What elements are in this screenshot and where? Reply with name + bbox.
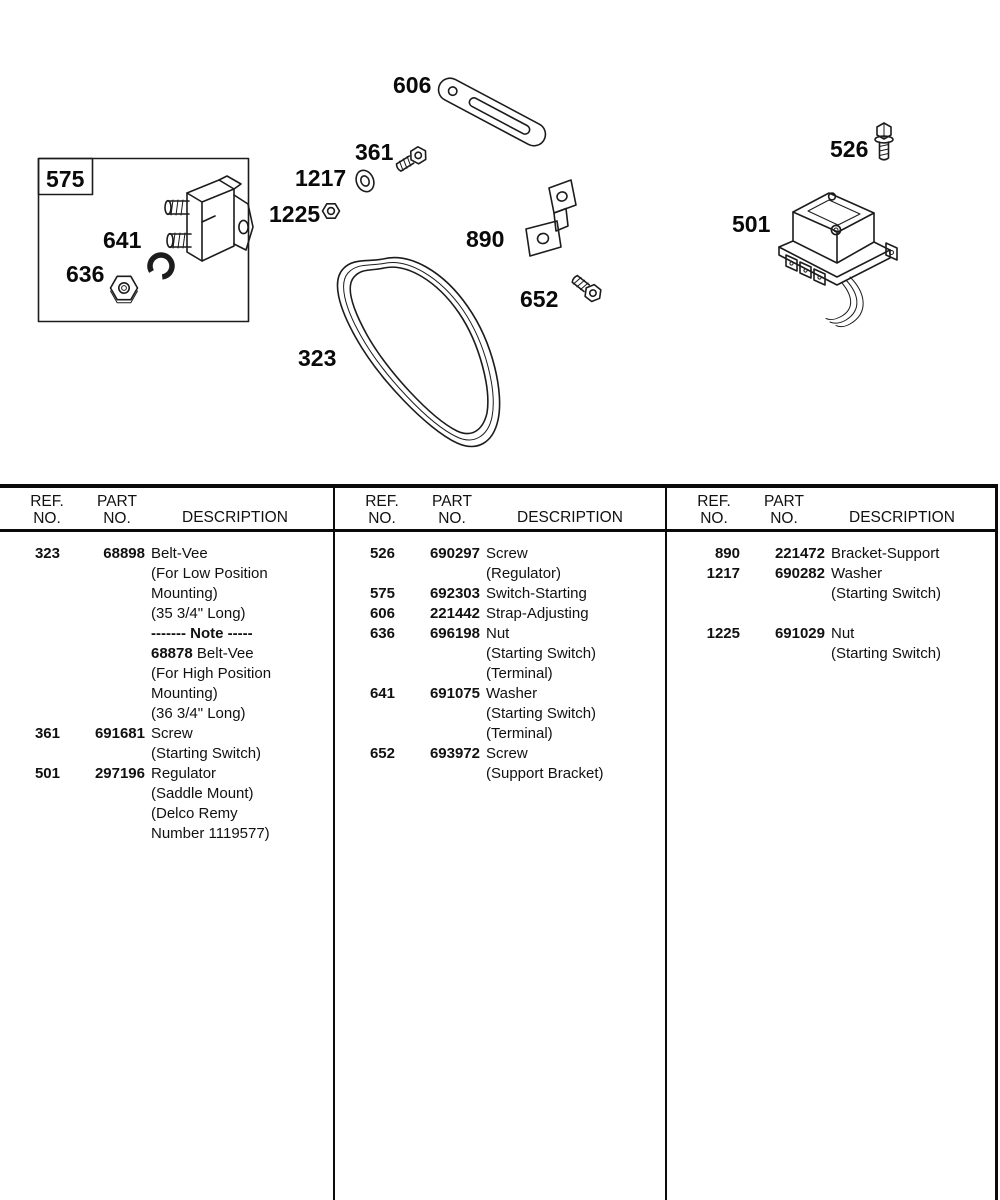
- ref-no-cell: [0, 604, 60, 624]
- ref-no-cell: 1217: [706, 565, 740, 582]
- part-no-cell: [60, 744, 145, 764]
- exploded-parts-diagram: [0, 0, 1000, 484]
- description-cell: Nut: [486, 625, 510, 642]
- ref-no-cell: [335, 764, 395, 784]
- ref-no-cell: 323: [34, 545, 60, 562]
- part-no-cell: [395, 704, 480, 724]
- part-no-cell: 692303: [429, 585, 480, 602]
- part-no-cell: 297196: [94, 765, 145, 782]
- description-cell: (35 3/4" Long): [151, 605, 246, 622]
- part-no-header: PART NO.: [764, 493, 804, 527]
- ref-no-cell: [0, 824, 60, 844]
- ref-no-cell: [0, 684, 60, 704]
- description-cell: Mounting): [151, 685, 218, 702]
- nut-terminal-drawing: [111, 276, 138, 302]
- description-cell: [825, 604, 997, 624]
- description-cell: Screw: [486, 545, 528, 562]
- table-line: [0, 744, 333, 764]
- washer-starting-switch-drawing: [353, 168, 377, 195]
- description-cell: (Delco Remy: [151, 805, 238, 822]
- table-line: [335, 764, 667, 784]
- ref-no-cell: 652: [369, 745, 395, 762]
- ref-no-cell: 501: [34, 765, 60, 782]
- description-cell: (Saddle Mount): [151, 785, 254, 802]
- belt-vee-drawing: [337, 258, 499, 447]
- description-cell: Washer: [486, 685, 538, 702]
- table-line: [335, 544, 667, 564]
- table-line: [335, 564, 667, 584]
- part-no-cell: [395, 724, 480, 744]
- ref-no-cell: 636: [369, 625, 395, 642]
- part-no-cell: 693972: [429, 745, 480, 762]
- ref-no-cell: [335, 704, 395, 724]
- description-cell: Bracket-Support: [831, 545, 940, 562]
- part-no-cell: [60, 644, 145, 664]
- ref-no-cell: 526: [369, 545, 395, 562]
- ref-no-cell: [0, 564, 60, 584]
- ref-no-header: REF. NO.: [30, 493, 64, 527]
- part-no-cell: [740, 604, 825, 624]
- ref-no-header: REF. NO.: [365, 493, 399, 527]
- ref-no-cell: [0, 644, 60, 664]
- table-line: [0, 624, 333, 644]
- part-no-cell: [395, 664, 480, 684]
- ref-no-cell: [335, 644, 395, 664]
- part-label-1217: 1217: [295, 165, 347, 191]
- part-no-header: PART NO.: [97, 493, 137, 527]
- part-label-1225: 1225: [269, 201, 321, 227]
- description-cell: Screw: [486, 745, 528, 762]
- ref-no-cell: 361: [34, 725, 60, 742]
- part-no-cell: 696198: [429, 625, 480, 642]
- part-no-cell: [60, 604, 145, 624]
- table-line: [0, 564, 333, 584]
- description-cell: (Starting Switch): [151, 745, 262, 762]
- part-label-636: 636: [66, 261, 105, 287]
- table-line: [0, 544, 333, 564]
- ref-no-cell: [667, 584, 740, 604]
- table-line: [335, 664, 667, 684]
- part-no-cell: 68898: [103, 545, 145, 562]
- part-no-cell: [60, 624, 145, 644]
- description-cell: Regulator: [151, 765, 217, 782]
- table-line: [667, 604, 997, 624]
- parts-table-column-1: [0, 488, 333, 1200]
- part-label-890: 890: [466, 226, 505, 252]
- table-line: [0, 804, 333, 824]
- description-cell: Strap-Adjusting: [486, 605, 589, 622]
- part-no-cell: [740, 644, 825, 664]
- starting-switch-drawing: [165, 176, 253, 261]
- part-label-526: 526: [830, 136, 869, 162]
- ref-no-cell: [0, 664, 60, 684]
- table-line: [0, 664, 333, 684]
- screw-regulator-drawing: [875, 123, 893, 160]
- table-line: [335, 644, 667, 664]
- part-no-cell: [60, 684, 145, 704]
- table-body: [335, 532, 667, 784]
- description-cell: (Terminal): [486, 725, 553, 742]
- part-no-cell: [60, 704, 145, 724]
- table-line: [0, 644, 333, 664]
- part-no-cell: 221442: [429, 605, 480, 622]
- table-line: [335, 684, 667, 704]
- table-line: [667, 644, 997, 664]
- table-header: [335, 488, 667, 532]
- ref-no-cell: [335, 664, 395, 684]
- part-no-cell: [395, 644, 480, 664]
- part-no-cell: [60, 784, 145, 804]
- part-no-cell: 691681: [94, 725, 145, 742]
- part-no-cell: 690297: [429, 545, 480, 562]
- parts-table-column-3: [665, 488, 997, 1200]
- ref-no-header: REF. NO.: [697, 493, 731, 527]
- description-cell: (Starting Switch): [486, 645, 597, 662]
- table-header: [0, 488, 333, 532]
- table-line: [667, 624, 997, 644]
- ref-no-cell: [667, 644, 740, 664]
- ref-no-cell: [667, 604, 740, 624]
- description-cell: ------- Note -----: [151, 625, 253, 642]
- regulator-drawing: [779, 193, 897, 327]
- part-no-cell: 690282: [774, 565, 825, 582]
- description-cell: Screw: [151, 725, 193, 742]
- nut-starting-switch-drawing: [323, 204, 340, 218]
- ref-no-cell: 641: [369, 685, 395, 702]
- description-cell: Switch-Starting: [486, 585, 587, 602]
- description-header: DESCRIPTION: [517, 509, 623, 526]
- description-cell: (36 3/4" Long): [151, 705, 246, 722]
- part-no-cell: [60, 824, 145, 844]
- description-cell: Mounting): [151, 585, 218, 602]
- ref-no-cell: 575: [369, 585, 395, 602]
- description-cell: (Starting Switch): [831, 645, 942, 662]
- ref-no-cell: 606: [369, 605, 395, 622]
- part-no-cell: [60, 564, 145, 584]
- table-line: [0, 684, 333, 704]
- part-no-cell: [60, 664, 145, 684]
- parts-list-table: [0, 484, 998, 1200]
- part-no-cell: [395, 764, 480, 784]
- part-label-501: 501: [732, 211, 771, 237]
- ref-no-cell: [0, 804, 60, 824]
- ref-no-cell: [0, 744, 60, 764]
- table-header: [667, 488, 997, 532]
- table-line: [335, 604, 667, 624]
- table-line: [335, 624, 667, 644]
- parts-table-column-2: [333, 488, 667, 1200]
- part-label-652: 652: [520, 286, 559, 312]
- table-line: [667, 564, 997, 584]
- description-cell: Washer: [831, 565, 883, 582]
- part-no-cell: [740, 584, 825, 604]
- screw-starting-switch-drawing: [394, 145, 430, 175]
- table-line: [0, 784, 333, 804]
- description-cell: (Regulator): [486, 565, 562, 582]
- description-cell: (Support Bracket): [486, 765, 604, 782]
- description-cell: 68878 Belt-Vee: [151, 645, 254, 662]
- part-label-606: 606: [393, 72, 432, 98]
- table-line: [335, 584, 667, 604]
- ref-no-cell: [0, 584, 60, 604]
- table-line: [335, 724, 667, 744]
- description-cell: (For High Position: [151, 665, 272, 682]
- table-body: [0, 532, 333, 844]
- table-line: [0, 764, 333, 784]
- description-cell: Nut: [831, 625, 855, 642]
- strap-adjusting-drawing: [435, 74, 550, 150]
- table-line: [335, 744, 667, 764]
- screw-support-bracket-drawing: [569, 272, 604, 304]
- description-cell: (Starting Switch): [486, 705, 597, 722]
- table-line: [0, 704, 333, 724]
- description-cell: Belt-Vee: [151, 545, 208, 562]
- part-no-cell: [60, 804, 145, 824]
- description-header: DESCRIPTION: [182, 509, 288, 526]
- description-cell: (For Low Position: [151, 565, 268, 582]
- description-cell: Number 1119577): [151, 825, 270, 842]
- part-no-cell: [395, 564, 480, 584]
- description-header: DESCRIPTION: [849, 509, 955, 526]
- ref-no-cell: [335, 564, 395, 584]
- bracket-support-drawing: [526, 180, 576, 256]
- table-line: [0, 604, 333, 624]
- ref-no-cell: [0, 624, 60, 644]
- part-no-cell: 691029: [774, 625, 825, 642]
- table-line: [0, 724, 333, 744]
- table-line: [0, 824, 333, 844]
- part-label-361: 361: [355, 139, 394, 165]
- table-body: [667, 532, 997, 664]
- diagram-art: [0, 0, 1000, 484]
- table-line: [335, 704, 667, 724]
- part-no-cell: 221472: [774, 545, 825, 562]
- washer-terminal-drawing: [146, 251, 176, 281]
- part-label-641: 641: [103, 227, 142, 253]
- ref-no-cell: 890: [714, 545, 740, 562]
- part-no-cell: 691075: [429, 685, 480, 702]
- part-no-header: PART NO.: [432, 493, 472, 527]
- table-line: [0, 584, 333, 604]
- part-label-323: 323: [298, 345, 337, 371]
- table-line: [667, 544, 997, 564]
- ref-no-cell: 1225: [706, 625, 740, 642]
- part-label-575: 575: [46, 166, 85, 192]
- ref-no-cell: [335, 724, 395, 744]
- table-line: [667, 584, 997, 604]
- part-no-cell: [60, 584, 145, 604]
- ref-no-cell: [0, 784, 60, 804]
- ref-no-cell: [0, 704, 60, 724]
- description-cell: (Terminal): [486, 665, 553, 682]
- description-cell: (Starting Switch): [831, 585, 942, 602]
